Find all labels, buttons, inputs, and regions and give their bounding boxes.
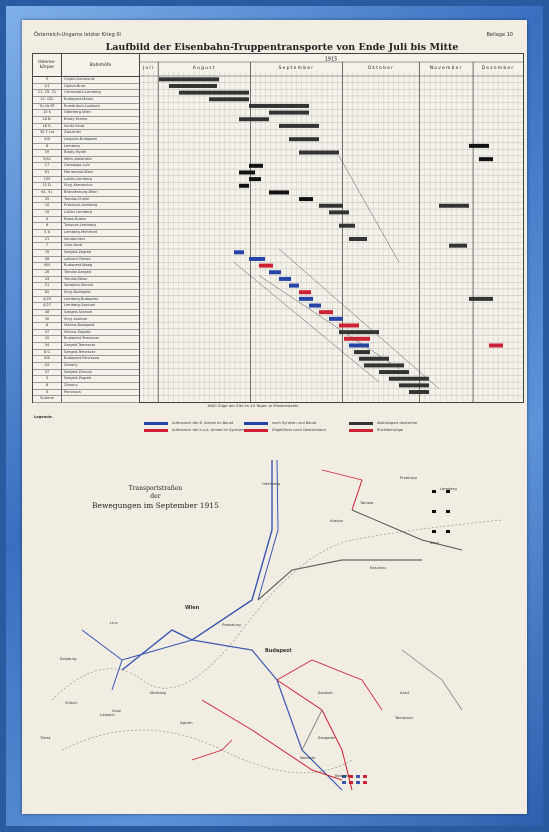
rail-route (352, 480, 362, 510)
column-divider (61, 382, 62, 389)
unit-label: 10 K (42, 110, 52, 115)
transport-bar (299, 297, 313, 301)
legend-swatch (144, 422, 168, 425)
unit-label: 78 (44, 249, 50, 254)
map-place-salzburg: Salzburg (60, 656, 77, 661)
unit-label: 30 (44, 316, 50, 321)
unit-label: 4/27 (42, 303, 52, 308)
legend-swatch (244, 422, 268, 425)
map-place-szegedin: Szegedin (318, 735, 336, 740)
unit-label: 51 (44, 283, 50, 288)
station-label: Szeged-Zimony (64, 369, 93, 374)
transport-bar (249, 177, 261, 181)
unit-label: 8 (45, 143, 49, 148)
transport-bar (249, 104, 309, 108)
station-label: Sarajevo-Vienna (64, 283, 94, 288)
transit-line (279, 249, 439, 389)
unit-label: 35 (44, 196, 50, 201)
map-place-wien: Wien (185, 605, 200, 611)
transport-bar (299, 197, 313, 201)
map-title-line1: Transportstraßen (128, 485, 183, 492)
transport-bar (169, 84, 217, 88)
transport-bar (249, 164, 263, 168)
unit-marker (349, 781, 353, 784)
map-place-belgrad: Belgrad (335, 773, 350, 778)
appendix-number: Beilage 10 (486, 32, 513, 38)
unit-label: 1/1 (44, 83, 50, 88)
transport-bar (259, 264, 273, 268)
transport-bar (269, 111, 309, 115)
unit-label: 7 (45, 243, 49, 248)
unit-marker (342, 781, 346, 784)
column-divider (61, 249, 62, 256)
unit-label: 47 (44, 329, 50, 334)
station-label: Brody-Hyoth (64, 150, 87, 155)
map-place-lemberg: Lemberg (440, 486, 457, 491)
footnote: 1800 Züge am Ziel im 24 Tagen je Mindenstzahl (207, 403, 299, 408)
unit-label: 16 (44, 210, 50, 215)
legend-item: Aufmarsch der k.u.k. Armee im Syrmien (172, 428, 244, 432)
transport-bar (299, 151, 339, 155)
column-divider (61, 182, 62, 189)
month-label: November (429, 66, 463, 71)
column-divider (61, 196, 62, 203)
legend-item: Rückfahrtzüge (377, 428, 403, 432)
map-place-graz: Graz (112, 708, 121, 713)
unit-label: 54 (44, 343, 50, 348)
station-label: Tolszcza-Lemberg (64, 223, 96, 228)
column-divider (61, 103, 62, 110)
month-label: Oktober (367, 66, 395, 71)
unit-marker (446, 510, 450, 513)
month-label: Dezember (481, 66, 515, 71)
rail-route (402, 650, 462, 710)
column-divider (61, 89, 62, 96)
station-label: Stryj-Komarnice (64, 183, 93, 188)
unit-label: 5 (45, 389, 49, 394)
legend-title: Legende: (34, 415, 53, 419)
unit-label: 21 (44, 236, 50, 241)
unit-label: 17 (44, 163, 50, 168)
station-label: Czernowitz-Lemberg (64, 90, 101, 95)
map-title-line2: der (150, 493, 161, 501)
unit-label: 105 (43, 176, 51, 181)
rail-route (302, 710, 322, 750)
station-label: Brandenburg-Wien (64, 190, 98, 195)
unit-label: 18 B. (42, 116, 52, 121)
map-place-marburg: Marburg (150, 690, 166, 695)
transport-bar (339, 323, 359, 327)
column-divider (61, 369, 62, 376)
station-label: Oderberg-Wien (64, 110, 92, 115)
unit-label: 20 (44, 336, 50, 341)
transport-bar (439, 204, 469, 208)
station-label: Opava-Brno (64, 83, 86, 88)
station-label: Zimony (64, 383, 78, 388)
transport-bar (399, 383, 429, 387)
railway-map (22, 450, 527, 810)
unit-marker (363, 781, 367, 784)
transport-bar (299, 290, 311, 294)
transport-bar (354, 350, 370, 354)
col-heeres-header: Heeres-körper (33, 54, 62, 77)
rail-route (192, 740, 232, 760)
unit-label: 37 (44, 369, 50, 374)
transport-bar (279, 124, 319, 128)
station-label: Lemberg-Mehrheit (64, 230, 98, 235)
transport-bar (249, 257, 265, 261)
unit-marker (363, 775, 367, 778)
unit-label: 3 (45, 376, 49, 381)
map-place-tarnow: Tarnow (360, 500, 374, 505)
unit-label: 62 (44, 289, 50, 294)
transport-bar (289, 284, 299, 288)
column-divider (61, 395, 62, 402)
station-label: Tarnów-Szeged (64, 269, 92, 274)
transport-bar (409, 390, 429, 394)
column-divider (61, 202, 62, 209)
map-place-pressburg: Pressburg (222, 622, 241, 627)
column-divider (61, 222, 62, 229)
unit-marker (432, 530, 436, 533)
station-label: Szeged-Zagreb (64, 376, 92, 381)
unit-label: 11. 29. 31 (37, 90, 57, 95)
unit-marker (446, 530, 450, 533)
year-label: 1915 (324, 56, 338, 63)
rail-route (122, 460, 272, 670)
transport-bar (309, 304, 321, 308)
map-place-laibach: Laibach (100, 712, 115, 717)
legend-item: Zügeführer nach Deutschland (272, 428, 326, 432)
transport-bar (489, 343, 503, 347)
rail-route (322, 470, 362, 480)
series-header: Österreich-Ungarns letzter Krieg III (34, 32, 121, 38)
column-divider (61, 349, 62, 356)
unit-label: 400 (43, 263, 51, 268)
transport-bar (359, 357, 389, 361)
unit-label: 8 (45, 323, 49, 328)
map-place-krakau: Krakau (330, 518, 344, 523)
transport-bar (469, 297, 493, 301)
station-label: Osijek-Dubrovnik (64, 77, 95, 81)
station-label: Leopolis-Budapest (64, 136, 97, 141)
column-divider (61, 149, 62, 156)
column-divider (61, 296, 62, 303)
map-place-oderberg: Oderberg (262, 481, 280, 486)
station-label: Pancsova (64, 389, 81, 394)
map-place-neusatz: Neusatz (300, 755, 316, 760)
station-label: Budapest-Waag (64, 263, 93, 268)
column-divider (61, 236, 62, 243)
unit-label: 61. 51 (41, 190, 53, 195)
column-divider (61, 83, 62, 90)
column-divider (61, 329, 62, 336)
unit-label: 8 (45, 383, 49, 388)
station-label: Lemberg (64, 143, 80, 148)
column-divider (61, 302, 62, 309)
map-place-przemysl: Przemysl (400, 475, 418, 480)
page-title: Laufbild der Eisenbahn-Truppentransporte von Ende Juli bis Mitte (105, 42, 459, 53)
column-divider (61, 309, 62, 316)
station-label: Stryj-Szolnok (64, 316, 88, 321)
unit-label: 18 K. (42, 123, 52, 128)
map-place-linz: Linz (110, 620, 118, 625)
station-label: Wien-Jablonska (64, 156, 92, 161)
unit-label: 28 (44, 269, 50, 274)
transport-bar (349, 237, 367, 241)
column-divider (61, 335, 62, 342)
column-divider (61, 242, 62, 249)
rail-route (352, 510, 462, 550)
unit-label: 61 (44, 170, 50, 175)
transport-bar (269, 190, 289, 194)
transport-bar (479, 157, 493, 161)
transport-bar (239, 184, 249, 188)
map-place-stryj: Stryj (430, 540, 439, 545)
column-divider (61, 129, 62, 136)
unit-marker (432, 510, 436, 513)
column-divider (61, 169, 62, 176)
legend-swatch (144, 429, 168, 432)
unit-label: 43 (44, 276, 50, 281)
rail-route (112, 660, 122, 690)
unit-label: 10 (44, 203, 50, 208)
transport-bar (239, 170, 255, 174)
column-divider (61, 76, 62, 83)
station-label: Tarnów-Cholm (64, 196, 90, 201)
transport-bar (389, 377, 429, 381)
station-label: Lublin-Lemberg (64, 176, 92, 181)
station-label: Lemberg-Szolnok (64, 303, 96, 308)
column-divider (61, 256, 62, 263)
unit-label: XIX (44, 356, 50, 361)
column-divider (61, 322, 62, 329)
border-line (52, 520, 502, 700)
column-divider (61, 316, 62, 323)
station-label: Stryj-Budapest (64, 289, 91, 294)
unit-label: 6 (45, 223, 49, 228)
station-label: Rumänisch-Ludasch (64, 103, 100, 108)
column-divider (61, 229, 62, 236)
column-divider (61, 216, 62, 223)
unit-label: 30 F Lst (39, 130, 55, 135)
col-bahnhofe-header: Bahnhöfe (62, 54, 139, 77)
column-divider (61, 375, 62, 382)
station-label: Budapest-Temesvar (64, 336, 100, 341)
column-divider (61, 355, 62, 362)
transport-bar (319, 310, 333, 314)
station-label: Graz-Arad (64, 243, 82, 248)
unit-label: 9 (45, 77, 49, 81)
column-divider (61, 162, 62, 169)
unit-label: 59 (44, 150, 50, 155)
document-sheet (22, 20, 527, 814)
map-place-kaschau: Kaschau (370, 565, 386, 570)
map-place-agram: Agram (180, 720, 193, 725)
unit-label: 8 G (43, 349, 51, 354)
unit-marker (356, 775, 360, 778)
rail-route (82, 630, 192, 660)
station-label: Sankt Ilinat (64, 123, 85, 128)
map-place-temesvar: Temesvar (395, 715, 414, 720)
timeline-svg (139, 54, 523, 402)
unit-label: Summe (40, 396, 54, 401)
column-divider (61, 209, 62, 216)
unit-label: 7b.1b.RT (39, 103, 55, 108)
unit-label: 5/41 (42, 156, 52, 161)
station-label: Przemysl-Lemberg (64, 203, 98, 208)
station-label: Gorzoppa-Lviv (64, 163, 90, 168)
station-label: Tarnów-Tabor (64, 276, 88, 281)
unit-columns (33, 54, 140, 402)
transport-bar (234, 250, 244, 254)
station-label: Szeged-Szolnok (64, 309, 93, 314)
station-label: Vienna-Zagreb (64, 329, 91, 334)
unit-label: 58 (44, 256, 50, 261)
unit-label: XIII (44, 136, 50, 141)
map-place-arad: Arad (400, 690, 409, 695)
legend-item: Abtransport deutscher (377, 421, 418, 425)
transport-bar (329, 317, 343, 321)
transport-bar (239, 117, 269, 121)
station-label: Laibach-Trieste (64, 256, 91, 261)
column-divider (61, 269, 62, 276)
column-divider (61, 176, 62, 183)
transport-bar (319, 204, 343, 208)
station-label: Vienna-Budapest (64, 323, 95, 328)
station-label: Sandomierz (64, 236, 86, 241)
column-divider (61, 96, 62, 103)
legend-swatch (349, 429, 373, 432)
map-title-line3: Bewegungen im September 1915 (92, 501, 219, 511)
legend-item: Aufmarsch der 8. Armee im Banat (172, 421, 234, 425)
column-divider (61, 123, 62, 130)
column-divider (61, 116, 62, 123)
timeline-grid (139, 54, 523, 402)
column-divider (61, 389, 62, 396)
station-label: Mariampol-Wien (64, 170, 94, 175)
map-place-budapest: Budapest (265, 648, 292, 654)
transport-bar (179, 91, 249, 95)
column-divider (61, 189, 62, 196)
unit-label: 12 D. (42, 183, 52, 188)
rail-route (258, 560, 422, 600)
transport-bar (364, 363, 404, 367)
station-label: Zwartniki (64, 130, 81, 135)
station-label: Szeged-Temesvar (64, 349, 96, 354)
transport-bar (379, 370, 409, 374)
transport-bar (339, 224, 355, 228)
column-divider (61, 109, 62, 116)
unit-label: 12. GD. (40, 96, 54, 101)
map-place-villach: Villach (65, 700, 78, 705)
station-label: Zimony (64, 363, 78, 368)
rail-route (277, 660, 382, 710)
transport-timeline-table (32, 53, 524, 403)
table-row (33, 395, 139, 403)
column-divider (61, 342, 62, 349)
station-label: Lublin-Lemberg (64, 210, 92, 215)
station-label: Lemberg-Budapest (64, 296, 99, 301)
column-divider (61, 156, 62, 163)
column-divider (61, 143, 62, 150)
transport-bar (269, 270, 281, 274)
transport-bar (329, 210, 349, 214)
station-label: Brody-Krems (64, 116, 88, 121)
transport-bar (279, 277, 291, 281)
map-place-triest: Triest (40, 735, 51, 740)
column-divider (61, 276, 62, 283)
month-label: Juli (142, 66, 155, 71)
transport-bar (469, 144, 489, 148)
unit-label: 4 (45, 216, 49, 221)
station-label: Szeged-Temesvar (64, 343, 96, 348)
month-label: August (192, 66, 216, 71)
unit-label: 4/25 (42, 296, 52, 301)
column-divider (61, 282, 62, 289)
station-label: Rawa-Ruska (64, 216, 86, 221)
month-label: September (278, 66, 315, 71)
column-divider (61, 262, 62, 269)
transport-bar (159, 77, 219, 81)
column-divider (61, 289, 62, 296)
station-label: Budapest-Maros (64, 96, 94, 101)
transport-bar (344, 337, 370, 341)
unit-marker (432, 490, 436, 493)
legend-item: nach Syrmien und Banat (272, 421, 317, 425)
transport-bar (289, 137, 319, 141)
station-label: Szeged-Zagreb (64, 249, 92, 254)
transport-bar (209, 97, 249, 101)
station-label: Budapest-Pancsova (64, 356, 100, 361)
unit-marker (356, 781, 360, 784)
map-place-szolnok: Szolnok (318, 690, 333, 695)
unit-label: XX (44, 363, 50, 368)
legend-swatch (349, 422, 373, 425)
column-divider (61, 362, 62, 369)
legend-swatch (244, 429, 268, 432)
unit-label: 5 b (44, 230, 50, 235)
column-divider (61, 136, 62, 143)
transport-bar (449, 244, 467, 248)
unit-label: 48 (44, 309, 50, 314)
